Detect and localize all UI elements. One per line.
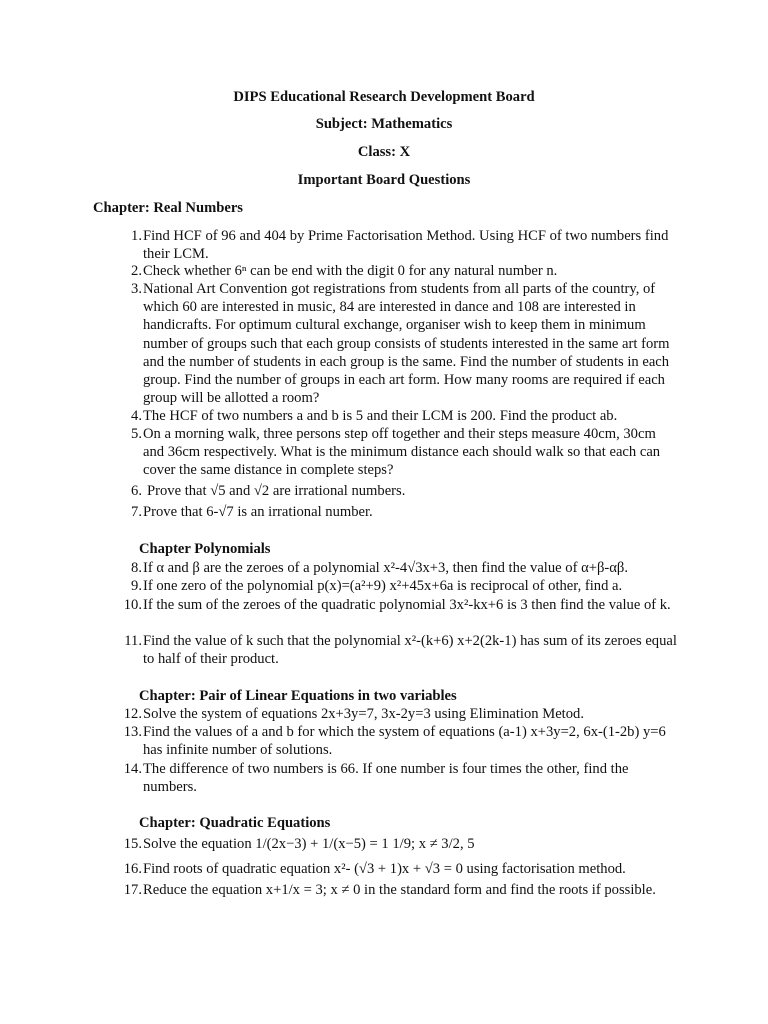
question-number: 10. [123,597,142,613]
question-number: 8. [131,560,142,576]
question-number: 2. [131,263,142,279]
question-number: 7. [131,504,142,520]
question-text: Find roots of quadratic equation x²- (√3 + 1)x + √3 = 0 using factorisation method. [143,861,626,877]
question-text: Prove that 6-√7 is an irrational number. [143,504,373,520]
doc-title: Important Board Questions [297,172,471,188]
question-text: Solve the system of equations 2x+3y=7, 3x-2y=3 using Elimination Metod. [143,706,584,722]
question-number: 9. [131,578,142,594]
question-number: 3. [131,281,142,297]
question-number: 12. [123,706,142,722]
question-text: On a morning walk, three persons step off together and their steps measure 40cm, 30cm and 36cm respectively. What is the minimum distance each should walk so that each can cover the same distance in complete steps? [143,426,661,479]
question-number: 11. [124,633,142,649]
question-text: If α and β are the zeroes of a polynomial x²-4√3x+3, then find the value of α+β-αβ. [143,560,628,576]
question-number: 6. [131,483,142,499]
question-number: 13. [123,724,142,740]
question-text: The HCF of two numbers a and b is 5 and their LCM is 200. Find the product ab. [143,408,618,424]
question-text: If one zero of the polynomial p(x)=(a²+9) x²+45x+6a is reciprocal of other, find a. [143,578,623,594]
chapter-heading-quadratic-equations: Chapter: Quadratic Equations [139,815,331,831]
question-text: Prove that √5 and √2 are irrational numbers. [147,483,406,499]
question-number: 4. [131,408,142,424]
question-number: 15. [123,836,142,852]
question-text: If the sum of the zeroes of the quadratic polynomial 3x²-kx+6 is 3 then find the value of k. [143,597,671,613]
subject-line: Subject: Mathematics [315,116,453,132]
question-text: National Art Convention got registrations from students from all parts of the country, of which 60 are interested in music, 84 are interested in dance and 108 are interested in handicrafts. For optimum cultural exchange, organiser wish to keep them in minimum number of groups such that each group consists of students interested in the same art form and the number of students in each group is the same. Find the number of students in each group. Find the number of groups in each art form. How many rooms are required if each group will be allotted a room? [143,281,670,407]
question-number: 14. [123,761,142,777]
question-text: The difference of two numbers is 66. If one number is four times the other, find the numbers. [143,761,629,796]
question-number: 1. [131,228,142,244]
question-number: 5. [131,426,142,442]
question-text: Find the value of k such that the polynomial x²-(k+6) x+2(2k-1) has sum of its zeroes equal to half of their product. [143,633,677,668]
question-number: 17. [123,882,142,898]
chapter-heading-linear-equations: Chapter: Pair of Linear Equations in two variables [139,688,457,704]
chapter-heading-real-numbers: Chapter: Real Numbers [93,200,243,216]
question-text: Find the values of a and b for which the system of equations (a-1) x+3y=2, 6x-(1-2b) y=6 has infinite number of solutions. [143,724,666,759]
class-line: Class: X [357,144,411,160]
board-title: DIPS Educational Research Development Board [233,89,535,105]
question-text: Reduce the equation x+1/x = 3; x ≠ 0 in the standard form and find the roots if possible. [143,882,656,898]
question-text: Check whether 6ⁿ can be end with the digit 0 for any natural number n. [143,263,558,279]
question-number: 16. [123,861,142,877]
question-text: Solve the equation 1/(2x−3) + 1/(x−5) = 1 1/9; x ≠ 3/2, 5 [143,836,475,852]
question-text: Find HCF of 96 and 404 by Prime Factorisation Method. Using HCF of two numbers find their LCM. [143,228,669,263]
chapter-heading-polynomials: Chapter Polynomials [139,541,271,557]
